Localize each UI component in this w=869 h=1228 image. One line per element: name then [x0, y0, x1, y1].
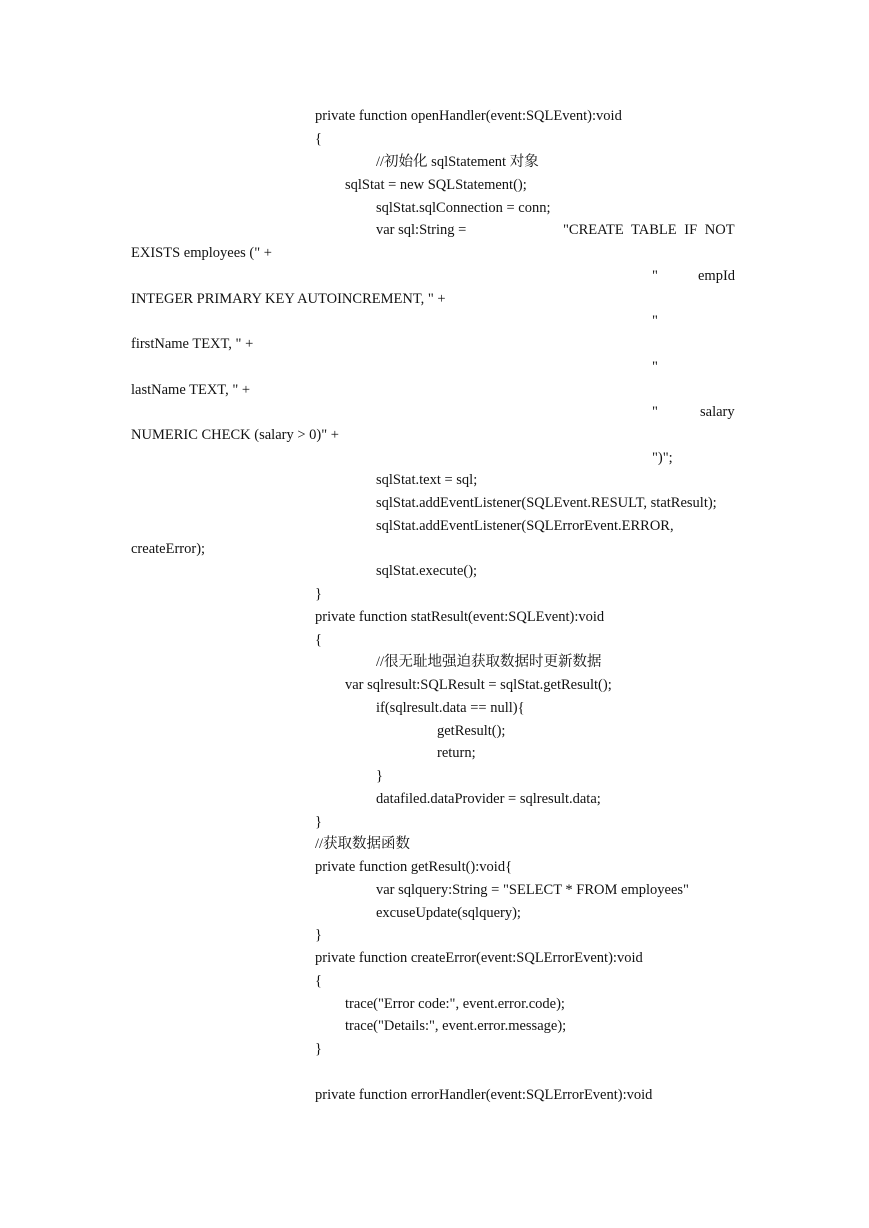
- code-line: }: [376, 768, 383, 784]
- code-line: getResult();: [437, 723, 506, 739]
- code-line: if(sqlresult.data == null){: [376, 700, 525, 716]
- code-line: }: [315, 586, 322, 602]
- code-line: empId: [698, 268, 736, 284]
- code-line: private function createError(event:SQLErrorEvent):void: [315, 950, 643, 966]
- code-comment: //很无耻地强迫获取数据时更新数据: [376, 654, 602, 670]
- code-line: {: [315, 973, 322, 989]
- code-line: createError);: [131, 541, 206, 557]
- code-line: ": [652, 313, 658, 329]
- code-line: trace("Details:", event.error.message);: [345, 1018, 567, 1034]
- code-line: ": [652, 268, 658, 284]
- code-line: sqlStat = new SQLStatement();: [345, 177, 527, 193]
- code-line: EXISTS employees (" +: [131, 245, 272, 261]
- code-line: return;: [437, 745, 476, 761]
- code-line: sqlStat.sqlConnection = conn;: [376, 200, 551, 216]
- code-line: }: [315, 814, 322, 830]
- code-line: private function openHandler(event:SQLEvent):void: [315, 108, 622, 124]
- code-line: private function statResult(event:SQLEvent):void: [315, 609, 605, 625]
- code-line: var sqlquery:String = "SELECT * FROM employees": [376, 882, 689, 898]
- code-line: lastName TEXT, " +: [131, 382, 251, 398]
- code-line: private function errorHandler(event:SQLErrorEvent):void: [315, 1087, 653, 1103]
- code-line: }: [315, 1041, 322, 1057]
- code-line: private function getResult():void{: [315, 859, 513, 875]
- code-comment: //获取数据函数: [315, 836, 411, 852]
- code-line: }: [315, 927, 322, 943]
- code-line: trace("Error code:", event.error.code);: [345, 996, 565, 1012]
- code-line: sqlStat.text = sql;: [376, 472, 478, 488]
- code-line: INTEGER PRIMARY KEY AUTOINCREMENT, " +: [131, 291, 446, 307]
- code-line: sqlStat.execute();: [376, 563, 478, 579]
- code-line: {: [315, 632, 322, 648]
- code-line: ": [652, 404, 658, 420]
- code-line: sqlStat.addEventListener(SQLErrorEvent.ERROR,: [376, 518, 674, 534]
- code-line: datafiled.dataProvider = sqlresult.data;: [376, 791, 601, 807]
- code-line: var sql:String =: [376, 222, 467, 238]
- code-comment: //初始化 sqlStatement 对象: [376, 154, 539, 170]
- code-line: sqlStat.addEventListener(SQLEvent.RESULT, statResult);: [376, 495, 717, 511]
- code-line: excuseUpdate(sqlquery);: [376, 905, 521, 921]
- code-line: salary: [700, 404, 735, 420]
- code-line: ")";: [652, 450, 673, 466]
- code-line: firstName TEXT, " +: [131, 336, 254, 352]
- code-line: {: [315, 131, 322, 147]
- code-line: var sqlresult:SQLResult = sqlStat.getResult();: [345, 677, 612, 693]
- code-line: ": [652, 359, 658, 375]
- code-line: NUMERIC CHECK (salary > 0)" +: [131, 427, 339, 443]
- code-line: "CREATE TABLE IF NOT: [563, 222, 735, 238]
